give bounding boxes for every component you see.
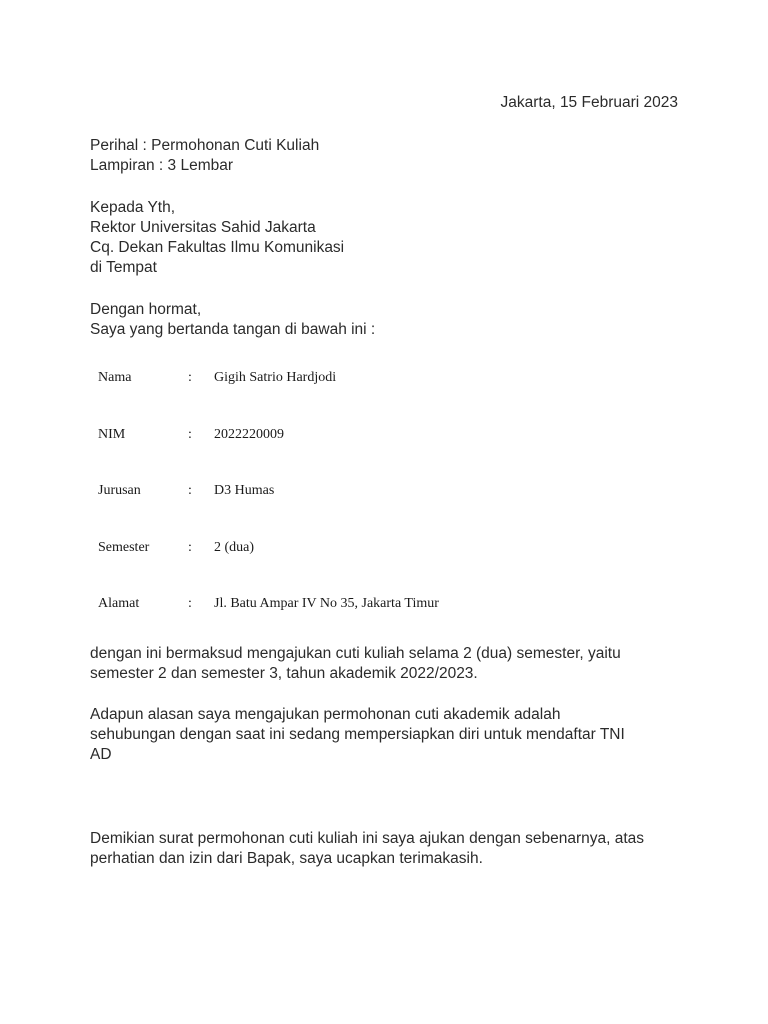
recipient-line: Kepada Yth, <box>90 199 176 216</box>
intro-line: Saya yang bertanda tangan di bawah ini : <box>90 321 376 338</box>
recipient-address <box>90 198 690 278</box>
attachment-line: Lampiran : 3 Lembar <box>90 157 234 174</box>
identity-row <box>98 368 658 425</box>
identity-value: D3 Humas <box>214 483 275 498</box>
salutation: Dengan hormat, <box>90 301 202 318</box>
reason-paragraph <box>90 705 690 765</box>
identity-colon: : <box>188 483 192 498</box>
recipient-line: Cq. Dekan Fakultas Ilmu Komunikasi <box>90 239 345 256</box>
identity-row <box>98 594 658 651</box>
identity-label: NIM <box>98 426 126 442</box>
identity-colon: : <box>188 370 192 385</box>
identity-value: 2022220009 <box>214 426 284 442</box>
subject-line: Perihal : Permohonan Cuti Kuliah <box>90 137 320 154</box>
recipient-line: di Tempat <box>90 259 157 276</box>
identity-row <box>98 481 658 538</box>
identity-table <box>98 368 658 651</box>
identity-colon: : <box>188 539 192 555</box>
place-date: Jakarta, 15 Februari 2023 <box>500 94 678 111</box>
identity-label: Semester <box>98 539 150 555</box>
identity-colon: : <box>188 426 192 442</box>
paragraph-line: AD <box>90 746 112 763</box>
identity-colon: : <box>188 596 192 611</box>
identity-value: Jl. Batu Ampar IV No 35, Jakarta Timur <box>214 596 439 611</box>
paragraph-line: perhatian dan izin dari Bapak, saya ucapkan terimakasih. <box>90 850 483 867</box>
paragraph-line: sehubungan dengan saat ini sedang mempersiapkan diri untuk mendaftar TNI <box>90 726 625 743</box>
identity-row <box>98 538 658 595</box>
recipient-line: Rektor Universitas Sahid Jakarta <box>90 219 316 236</box>
greeting <box>90 300 690 340</box>
paragraph-line: Adapun alasan saya mengajukan permohonan cuti akademik adalah <box>90 706 561 723</box>
closing-paragraph <box>90 829 690 869</box>
identity-value: Gigih Satrio Hardjodi <box>214 370 337 385</box>
request-paragraph <box>90 644 690 684</box>
identity-value: 2 (dua) <box>214 539 255 555</box>
paragraph-line: dengan ini bermaksud mengajukan cuti kuliah selama 2 (dua) semester, yaitu <box>90 645 621 662</box>
paragraph-line: Demikian surat permohonan cuti kuliah ini saya ajukan dengan sebenarnya, atas <box>90 830 645 847</box>
identity-row <box>98 425 658 482</box>
identity-label: Alamat <box>98 596 140 611</box>
identity-label: Jurusan <box>98 483 141 498</box>
identity-label: Nama <box>98 370 132 385</box>
paragraph-line: semester 2 dan semester 3, tahun akademik 2022/2023. <box>90 665 478 682</box>
letter-header <box>90 136 690 176</box>
